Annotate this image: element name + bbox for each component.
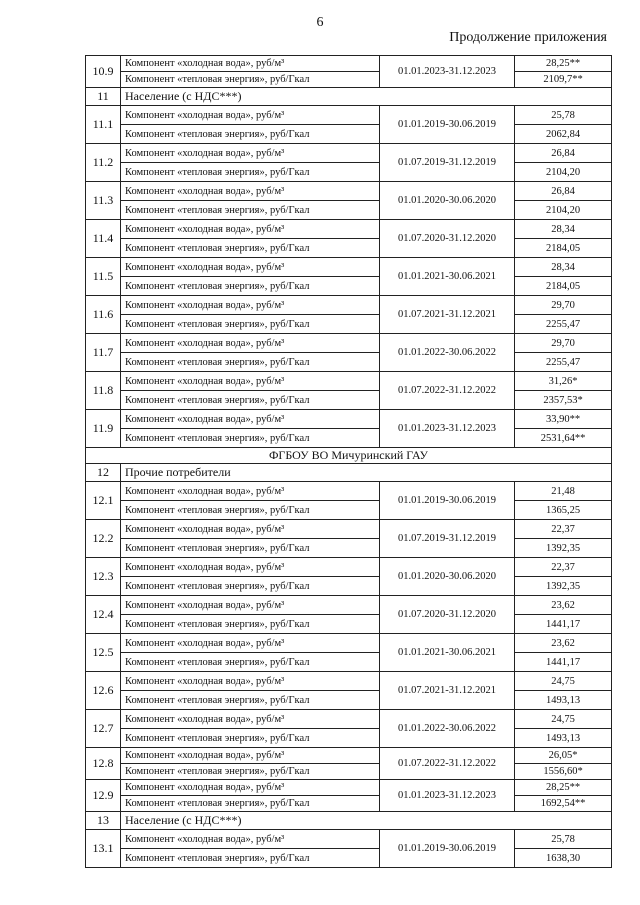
heat-value: 1441,17	[515, 615, 612, 634]
period-cell: 01.07.2021-31.12.2021	[380, 672, 515, 710]
heat-value: 2104,20	[515, 163, 612, 182]
heat-component-label: Компонент «тепловая энергия», руб/Гкал	[121, 353, 380, 372]
period-cell: 01.01.2019-30.06.2019	[380, 830, 515, 868]
heat-component-label: Компонент «тепловая энергия», руб/Гкал	[121, 849, 380, 868]
heat-value: 2104,20	[515, 201, 612, 220]
water-value: 21,48	[515, 482, 612, 501]
row-number: 11.3	[86, 182, 121, 220]
table-row	[86, 72, 612, 88]
tariff-table-body	[86, 56, 612, 868]
water-component-label: Компонент «холодная вода», руб/м³	[121, 558, 380, 577]
water-value: 29,70	[515, 334, 612, 353]
table-row	[86, 577, 612, 596]
row-number: 11.5	[86, 258, 121, 296]
heat-component-label: Компонент «тепловая энергия», руб/Гкал	[121, 615, 380, 634]
row-number: 12.4	[86, 596, 121, 634]
table-row	[86, 56, 612, 72]
table-row	[86, 410, 612, 429]
period-cell: 01.01.2020-30.06.2020	[380, 558, 515, 596]
heat-component-label: Компонент «тепловая энергия», руб/Гкал	[121, 239, 380, 258]
heat-component-label: Компонент «тепловая энергия», руб/Гкал	[121, 729, 380, 748]
heat-component-label: Компонент «тепловая энергия», руб/Гкал	[121, 391, 380, 410]
water-value: 26,05*	[515, 748, 612, 764]
table-row	[86, 277, 612, 296]
section-row	[86, 88, 612, 106]
water-component-label: Компонент «холодная вода», руб/м³	[121, 634, 380, 653]
table-row	[86, 539, 612, 558]
heat-component-label: Компонент «тепловая энергия», руб/Гкал	[121, 539, 380, 558]
row-number: 12.6	[86, 672, 121, 710]
row-number: 11.2	[86, 144, 121, 182]
water-component-label: Компонент «холодная вода», руб/м³	[121, 220, 380, 239]
row-number: 12.5	[86, 634, 121, 672]
water-component-label: Компонент «холодная вода», руб/м³	[121, 296, 380, 315]
section-row	[86, 464, 612, 482]
heat-component-label: Компонент «тепловая энергия», руб/Гкал	[121, 501, 380, 520]
heat-component-label: Компонент «тепловая энергия», руб/Гкал	[121, 315, 380, 334]
continuation-note: Продолжение приложения	[449, 30, 607, 45]
period-cell: 01.07.2020-31.12.2020	[380, 220, 515, 258]
page-number: 6	[316, 15, 324, 30]
water-value: 25,78	[515, 106, 612, 125]
period-cell: 01.01.2019-30.06.2019	[380, 106, 515, 144]
table-row	[86, 672, 612, 691]
row-number: 12.3	[86, 558, 121, 596]
period-cell: 01.01.2019-30.06.2019	[380, 482, 515, 520]
heat-value: 2531,64**	[515, 429, 612, 448]
row-number: 13.1	[86, 830, 121, 868]
water-value: 28,34	[515, 220, 612, 239]
water-value: 31,26*	[515, 372, 612, 391]
water-value: 28,25**	[515, 780, 612, 796]
heat-value: 2255,47	[515, 315, 612, 334]
heat-component-label: Компонент «тепловая энергия», руб/Гкал	[121, 277, 380, 296]
table-row	[86, 615, 612, 634]
row-number: 11.4	[86, 220, 121, 258]
table-row	[86, 182, 612, 201]
row-number: 11.8	[86, 372, 121, 410]
table-row	[86, 391, 612, 410]
table-row	[86, 201, 612, 220]
heat-component-label: Компонент «тепловая энергия», руб/Гкал	[121, 72, 380, 88]
row-number: 12.9	[86, 780, 121, 812]
heat-value: 2109,7**	[515, 72, 612, 88]
table-row	[86, 653, 612, 672]
period-cell: 01.07.2019-31.12.2019	[380, 144, 515, 182]
water-component-label: Компонент «холодная вода», руб/м³	[121, 410, 380, 429]
water-component-label: Компонент «холодная вода», руб/м³	[121, 144, 380, 163]
water-component-label: Компонент «холодная вода», руб/м³	[121, 182, 380, 201]
water-component-label: Компонент «холодная вода», руб/м³	[121, 748, 380, 764]
section-title: Прочие потребители	[121, 464, 612, 482]
table-row	[86, 849, 612, 868]
section-number: 13	[86, 812, 121, 830]
table-row	[86, 830, 612, 849]
water-value: 33,90**	[515, 410, 612, 429]
table-row	[86, 520, 612, 539]
row-number: 12.7	[86, 710, 121, 748]
section-row	[86, 812, 612, 830]
table-row	[86, 144, 612, 163]
table-row	[86, 353, 612, 372]
heat-value: 1392,35	[515, 539, 612, 558]
heat-value: 1692,54**	[515, 796, 612, 812]
table-row	[86, 372, 612, 391]
water-component-label: Компонент «холодная вода», руб/м³	[121, 520, 380, 539]
water-value: 23,62	[515, 634, 612, 653]
water-component-label: Компонент «холодная вода», руб/м³	[121, 56, 380, 72]
row-number: 12.1	[86, 482, 121, 520]
heat-value: 2184,05	[515, 239, 612, 258]
table-row	[86, 729, 612, 748]
table-row	[86, 558, 612, 577]
period-cell: 01.01.2022-30.06.2022	[380, 334, 515, 372]
period-cell: 01.01.2023-31.12.2023	[380, 56, 515, 88]
period-cell: 01.07.2021-31.12.2021	[380, 296, 515, 334]
water-value: 22,37	[515, 558, 612, 577]
heat-component-label: Компонент «тепловая энергия», руб/Гкал	[121, 653, 380, 672]
row-number: 12.8	[86, 748, 121, 780]
table-row	[86, 163, 612, 182]
row-number: 10.9	[86, 56, 121, 88]
table-row	[86, 315, 612, 334]
table-row	[86, 296, 612, 315]
table-row	[86, 482, 612, 501]
heat-value: 1556,60*	[515, 764, 612, 780]
row-number: 11.1	[86, 106, 121, 144]
organization-title: ФГБОУ ВО Мичуринский ГАУ	[86, 448, 612, 464]
period-cell: 01.01.2023-31.12.2023	[380, 780, 515, 812]
heat-value: 1493,13	[515, 691, 612, 710]
heat-component-label: Компонент «тепловая энергия», руб/Гкал	[121, 796, 380, 812]
water-value: 28,34	[515, 258, 612, 277]
table-row	[86, 429, 612, 448]
heat-value: 2357,53*	[515, 391, 612, 410]
table-row	[86, 796, 612, 812]
water-component-label: Компонент «холодная вода», руб/м³	[121, 258, 380, 277]
organization-row	[86, 448, 612, 464]
water-value: 23,62	[515, 596, 612, 615]
period-cell: 01.01.2020-30.06.2020	[380, 182, 515, 220]
water-value: 28,25**	[515, 56, 612, 72]
water-component-label: Компонент «холодная вода», руб/м³	[121, 596, 380, 615]
water-value: 25,78	[515, 830, 612, 849]
period-cell: 01.07.2020-31.12.2020	[380, 596, 515, 634]
table-row	[86, 596, 612, 615]
heat-value: 1392,35	[515, 577, 612, 596]
table-row	[86, 125, 612, 144]
section-number: 11	[86, 88, 121, 106]
row-number: 11.7	[86, 334, 121, 372]
heat-value: 1441,17	[515, 653, 612, 672]
table-row	[86, 634, 612, 653]
section-number: 12	[86, 464, 121, 482]
table-row	[86, 748, 612, 764]
heat-value: 1365,25	[515, 501, 612, 520]
table-row	[86, 334, 612, 353]
water-component-label: Компонент «холодная вода», руб/м³	[121, 830, 380, 849]
table-row	[86, 220, 612, 239]
table-row	[86, 106, 612, 125]
table-row	[86, 710, 612, 729]
water-value: 26,84	[515, 182, 612, 201]
period-cell: 01.01.2021-30.06.2021	[380, 634, 515, 672]
water-component-label: Компонент «холодная вода», руб/м³	[121, 334, 380, 353]
water-value: 29,70	[515, 296, 612, 315]
water-value: 24,75	[515, 710, 612, 729]
row-number: 11.9	[86, 410, 121, 448]
heat-component-label: Компонент «тепловая энергия», руб/Гкал	[121, 691, 380, 710]
water-component-label: Компонент «холодная вода», руб/м³	[121, 482, 380, 501]
row-number: 12.2	[86, 520, 121, 558]
table-row	[86, 764, 612, 780]
section-title: Население (с НДС***)	[121, 812, 612, 830]
heat-component-label: Компонент «тепловая энергия», руб/Гкал	[121, 201, 380, 220]
period-cell: 01.07.2022-31.12.2022	[380, 372, 515, 410]
water-value: 22,37	[515, 520, 612, 539]
heat-value: 2255,47	[515, 353, 612, 372]
heat-component-label: Компонент «тепловая энергия», руб/Гкал	[121, 125, 380, 144]
tariff-table	[85, 55, 612, 868]
heat-value: 2062,84	[515, 125, 612, 144]
period-cell: 01.01.2021-30.06.2021	[380, 258, 515, 296]
period-cell: 01.07.2022-31.12.2022	[380, 748, 515, 780]
period-cell: 01.01.2022-30.06.2022	[380, 710, 515, 748]
heat-value: 1493,13	[515, 729, 612, 748]
heat-component-label: Компонент «тепловая энергия», руб/Гкал	[121, 429, 380, 448]
heat-value: 2184,05	[515, 277, 612, 296]
table-row	[86, 239, 612, 258]
period-cell: 01.07.2019-31.12.2019	[380, 520, 515, 558]
table-row	[86, 501, 612, 520]
row-number: 11.6	[86, 296, 121, 334]
water-component-label: Компонент «холодная вода», руб/м³	[121, 106, 380, 125]
section-title: Население (с НДС***)	[121, 88, 612, 106]
water-value: 24,75	[515, 672, 612, 691]
heat-value: 1638,30	[515, 849, 612, 868]
water-component-label: Компонент «холодная вода», руб/м³	[121, 710, 380, 729]
heat-component-label: Компонент «тепловая энергия», руб/Гкал	[121, 577, 380, 596]
table-row	[86, 780, 612, 796]
heat-component-label: Компонент «тепловая энергия», руб/Гкал	[121, 163, 380, 182]
period-cell: 01.01.2023-31.12.2023	[380, 410, 515, 448]
water-component-label: Компонент «холодная вода», руб/м³	[121, 372, 380, 391]
table-row	[86, 258, 612, 277]
heat-component-label: Компонент «тепловая энергия», руб/Гкал	[121, 764, 380, 780]
table-row	[86, 691, 612, 710]
water-component-label: Компонент «холодная вода», руб/м³	[121, 780, 380, 796]
water-value: 26,84	[515, 144, 612, 163]
water-component-label: Компонент «холодная вода», руб/м³	[121, 672, 380, 691]
